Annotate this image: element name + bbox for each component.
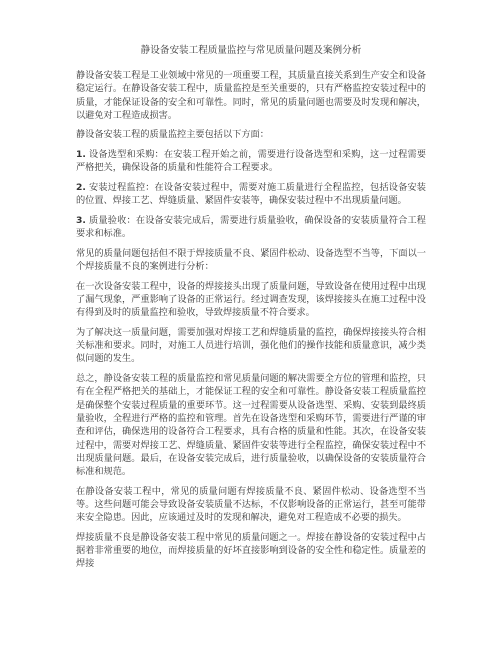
paragraph-common-issues <box>76 485 426 525</box>
paragraph-text: 在一次设备安装工程中，设备的焊接接头出现了质量问题，导致设备在使用过程中出现了漏气现象，严重影响了设备的正常运行。经过调查发现，该焊接接头在施工过程中没有得到及时的质量监控和验收，导致焊接质量不符合要求。 <box>76 280 426 319</box>
paragraph-text: 静设备安装工程是工业领域中常见的一项重要工程，其质量直接关系到生产安全和设备稳定运行。在静设备安装工程中，质量监控是至关重要的，只有严格监控安装过程中的质量，才能保证设备的安全和可靠性。同时，常见的质量问题也需要及时发现和解决，以避免对工程造成损害。 <box>76 70 426 121</box>
paragraph-text: 总之，静设备安装工程的质量监控和常见质量问题的解决需要全方位的管理和监控，只有在全程严格把关的基础上，才能保证工程的安全和可靠性。静设备安装工程质量监控是确保整个安装过程质量的重要环节。这一过程需要从设备选型、采购、安装到最终质量验收，全程进行严格的监控和管理。首先在设备选型和采购环节，需要进行严谨的审查和评估，确保选用的设备符合工程要求，具有合格的质量和性能。其次，在设备安装过程中，需要对焊接工艺、焊缝质量、紧固件安装等进行全程监控，确保安装过程中不出现质量问题。最后，在设备安装完成后，进行质量验收，以确保设备的安装质量符合标准和规范。 <box>76 373 426 478</box>
paragraph-welding <box>76 531 426 571</box>
paragraph-intro <box>76 69 426 122</box>
list-item-equipment-selection <box>76 148 426 175</box>
list-item-quality-acceptance <box>76 214 426 241</box>
list-item-installation-monitoring <box>76 181 426 208</box>
paragraph-text: 设备选型和采购：在安装工程开始之前，需要进行设备选型和采购，这一过程需要严格把关，确保设备的质量和性能符合工程要求。 <box>76 149 426 174</box>
paragraph-text: 常见的质量问题包括但不限于焊接质量不良、紧固件松动、设备选型不当等，下面以一个焊接质量不良的案例进行分析： <box>76 247 426 273</box>
paragraph-text: 静设备安装工程的质量监控主要包括以下方面： <box>76 129 269 141</box>
paragraph-summary <box>76 372 426 478</box>
list-number: 2. <box>76 181 86 193</box>
paragraph-text: 为了解决这一质量问题，需要加强对焊接工艺和焊缝质量的监控，确保焊接接头符合相关标准和要求。同时，对施工人员进行培训，强化他们的操作技能和质量意识，减少类似问题的发生。 <box>76 326 426 365</box>
paragraph-case <box>76 280 426 320</box>
paragraph-common-problems <box>76 247 426 274</box>
document-title: 静设备安装工程质量监控与常见质量问题及案例分析 <box>140 45 362 56</box>
paragraph-text: 焊接质量不良是静设备安装工程中常见的质量问题之一。焊接在静设备的安装过程中占据着非常重要的地位，而焊接质量的好坏直接影响到设备的安全性和稳定性。质量差的焊接 <box>76 531 426 570</box>
paragraph-text: 质量验收：在设备安装完成后，需要进行质量验收，确保设备的安装质量符合工程要求和标准。 <box>76 214 426 240</box>
paragraph-text: 安装过程监控：在设备安装过程中，需要对施工质量进行全程监控，包括设备安装的位置、焊接工艺、焊缝质量、紧固件安装等，确保安装过程中不出现质量问题。 <box>76 181 426 207</box>
paragraph-text: 在静设备安装工程中，常见的质量问题有焊接质量不良、紧固件松动、设备选型不当等。这些问题可能会导致设备安装质量不达标，不仅影响设备的正常运行，甚至可能带来安全隐患。因此，应该通过及时的发现和解决，避免对工程造成不必要的损失。 <box>76 485 426 524</box>
paragraph-monitoring-scope <box>76 128 426 141</box>
list-number: 1. <box>76 149 86 161</box>
paragraph-solution <box>76 326 426 366</box>
list-number: 3. <box>76 214 86 226</box>
